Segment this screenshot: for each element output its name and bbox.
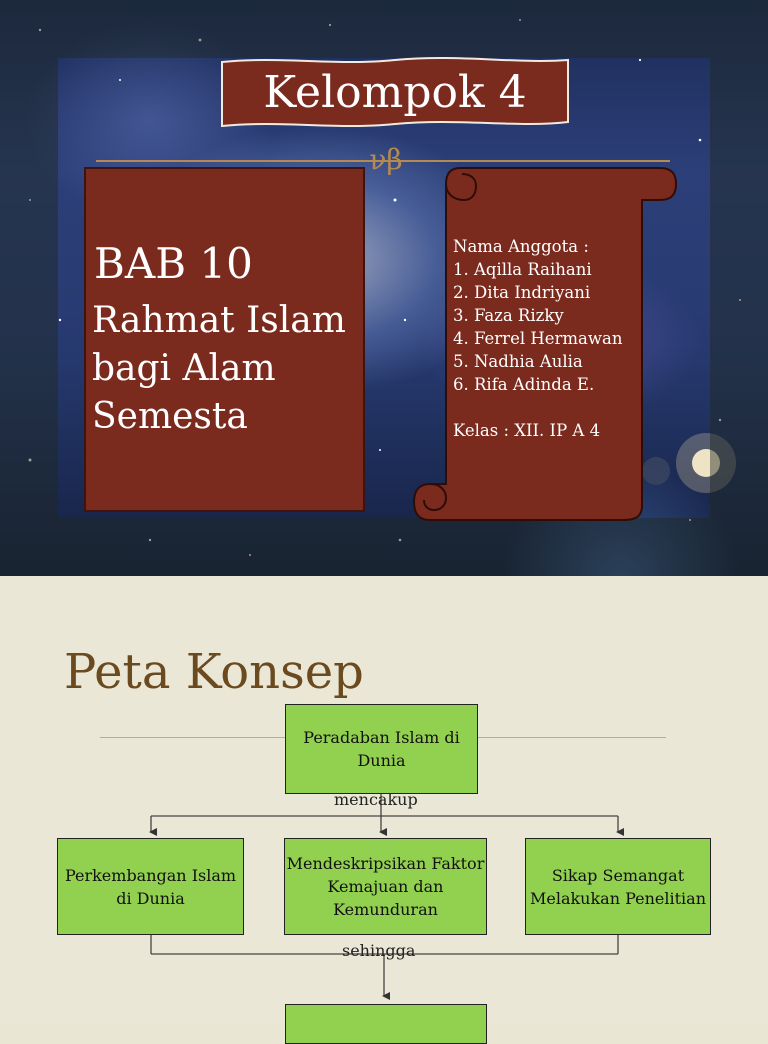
slide-title: Peta Konsep xyxy=(64,644,364,700)
members-list xyxy=(453,235,653,442)
chapter-title: BAB 10 xyxy=(94,239,253,288)
child-node xyxy=(525,838,711,935)
child-node xyxy=(284,838,487,935)
slide-title: Kelompok 4 xyxy=(263,66,527,118)
connector-label: mencakup xyxy=(334,790,418,809)
member-item: 4. Ferrel Hermawan xyxy=(453,329,623,348)
member-item: 2. Dita Indriyani xyxy=(453,283,591,302)
child-node xyxy=(57,838,244,935)
connector-label: sehingga xyxy=(342,941,416,960)
member-item: 5. Nadhia Aulia xyxy=(453,352,583,371)
ornament-icon: νβ xyxy=(369,143,403,176)
chapter-subtitle: Rahmat Islam bagi Alam Semesta xyxy=(92,300,346,437)
members-heading: Nama Anggota : xyxy=(453,237,589,256)
class-label: Kelas : XII. IP A 4 xyxy=(453,421,601,440)
result-node xyxy=(285,1004,487,1044)
root-node xyxy=(285,704,478,794)
member-item: 1. Aqilla Raihani xyxy=(453,260,592,279)
concept-map-slide xyxy=(0,576,768,1024)
child-node-label: Mendeskripsikan Faktor Kemajuan dan Kemunduran xyxy=(286,854,485,919)
member-item: 3. Faza Rizky xyxy=(453,306,564,325)
child-node-label: Perkembangan Islam di Dunia xyxy=(64,865,237,908)
child-node-label: Sikap Semangat Melakukan Penelitian xyxy=(529,865,707,908)
member-item: 6. Rifa Adinda E. xyxy=(453,375,595,394)
chapter-box xyxy=(84,167,365,512)
root-node-label: Peradaban Islam di Dunia xyxy=(303,728,460,770)
